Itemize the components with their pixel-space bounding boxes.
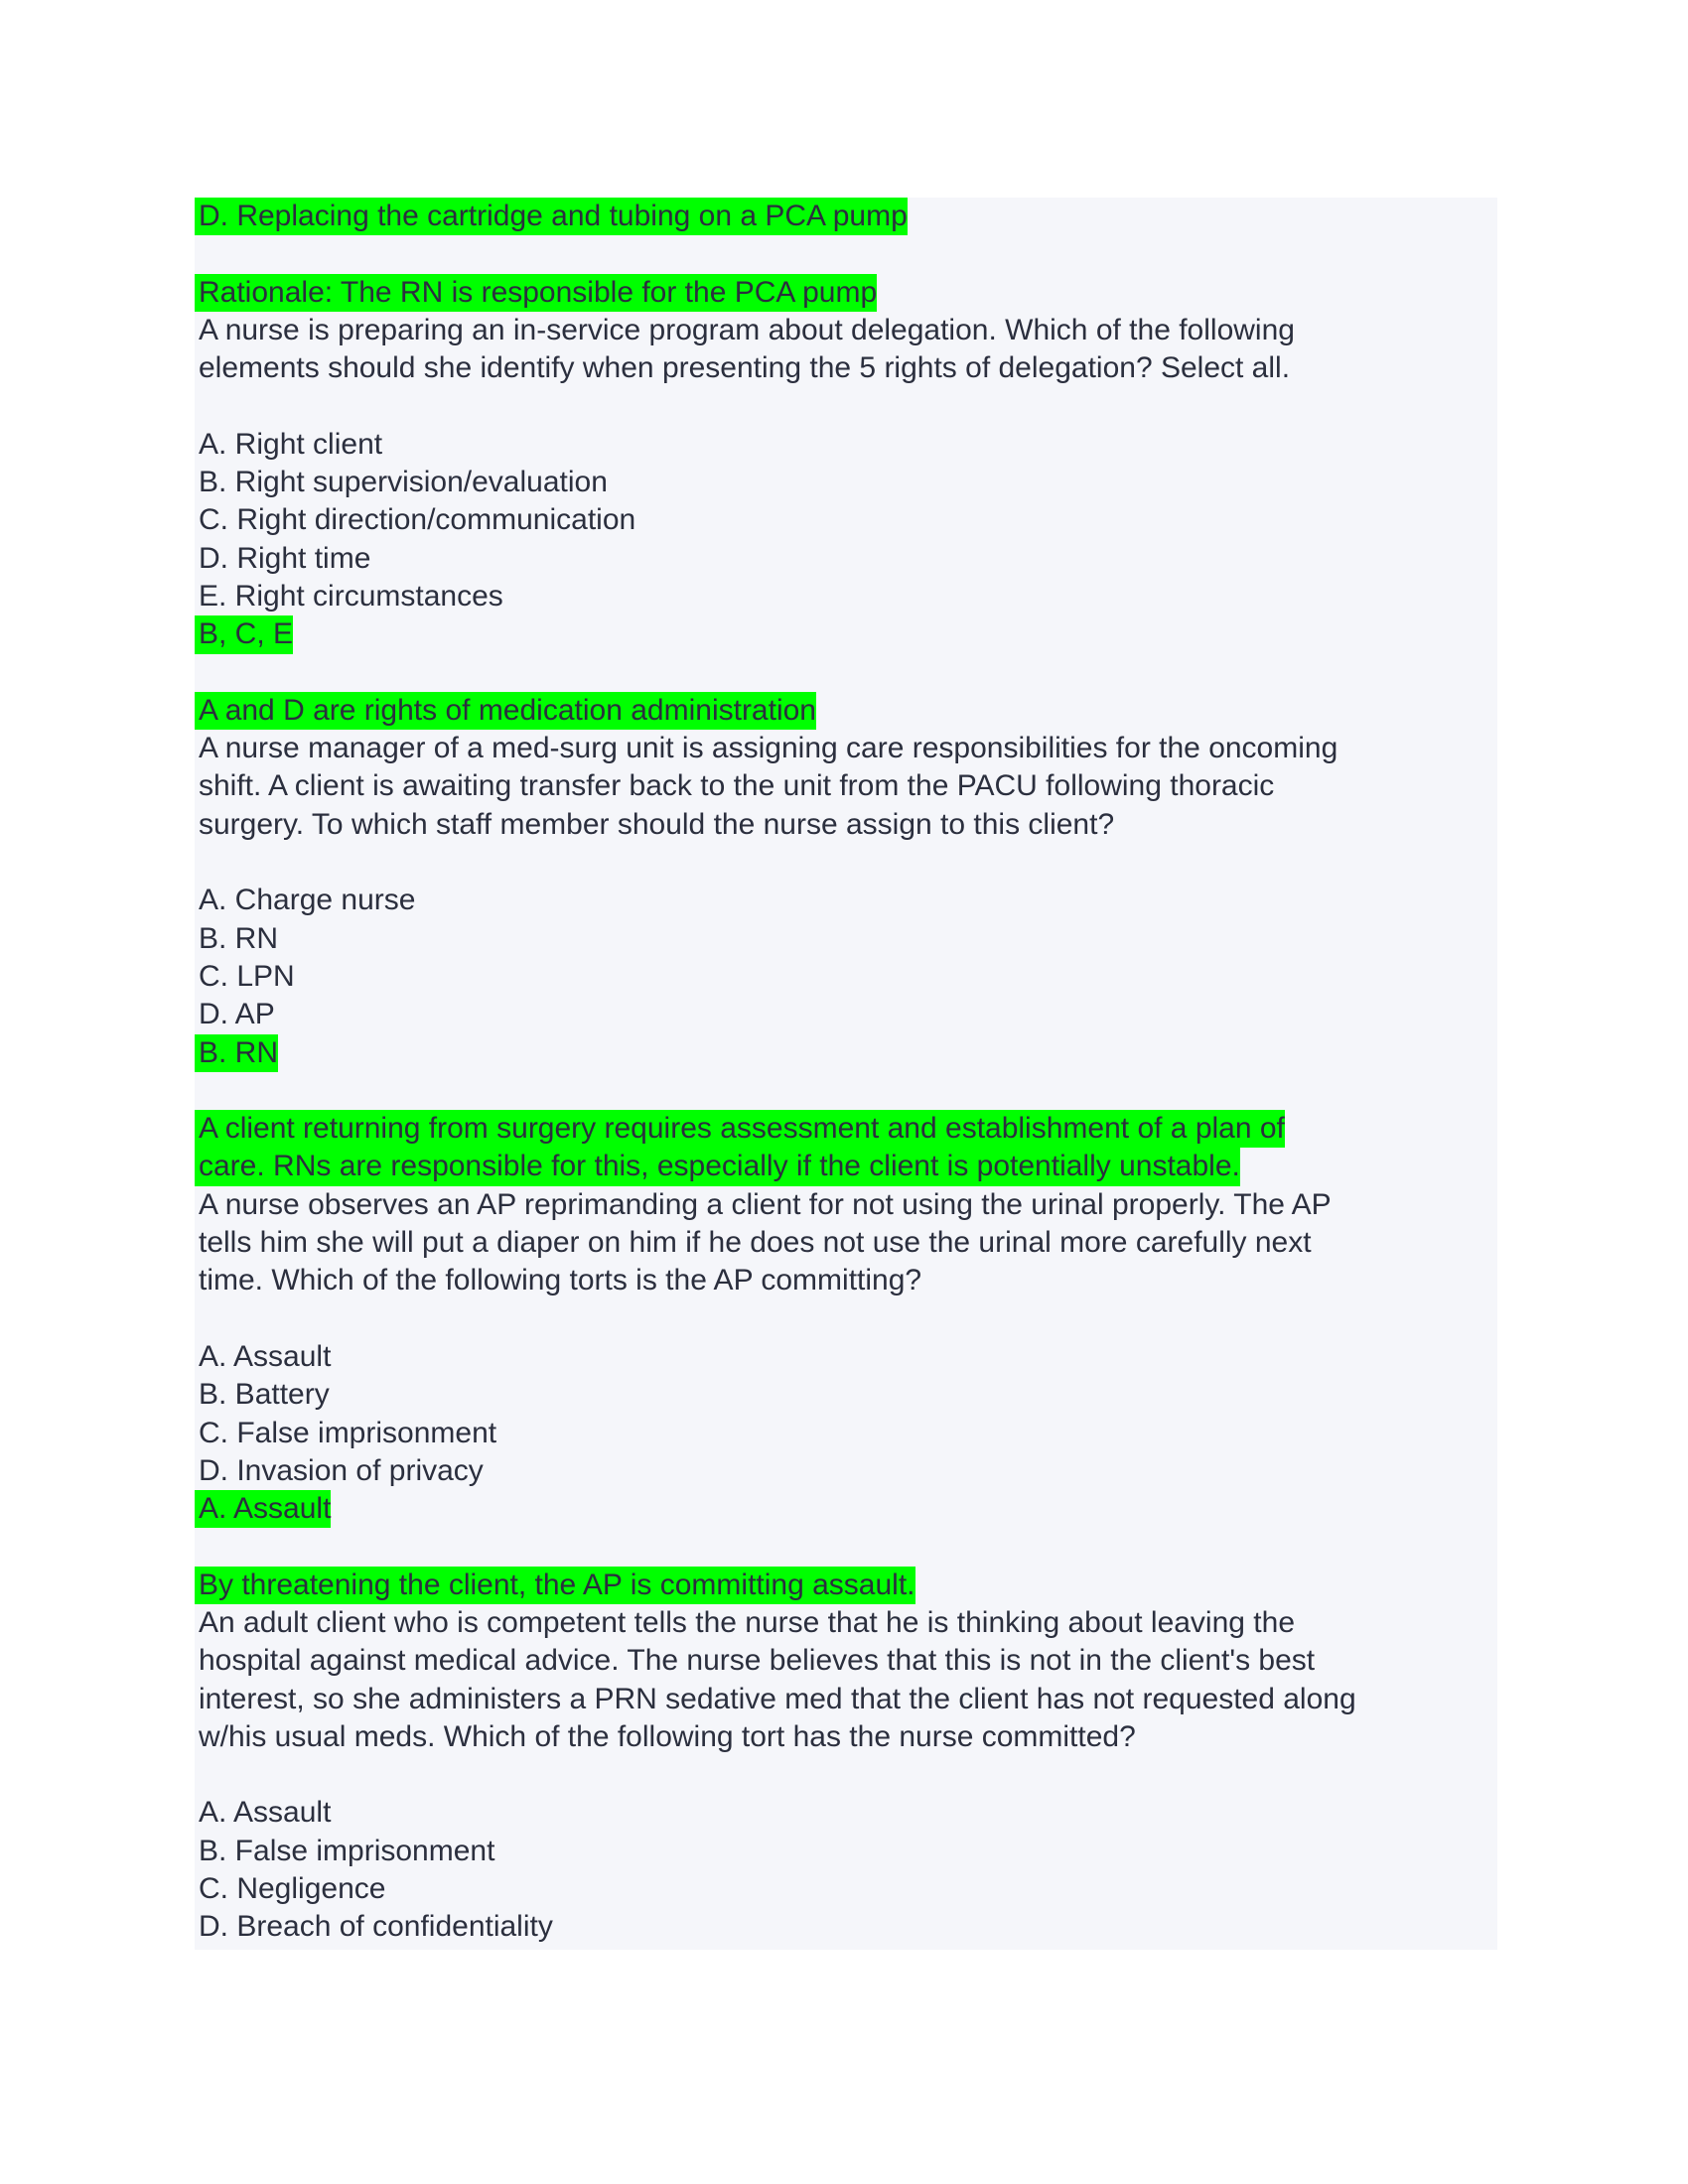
blank-line bbox=[199, 654, 1497, 692]
question-stem-line: w/his usual meds. Which of the following tort has the nurse committed? bbox=[199, 1719, 1136, 1753]
blank-line bbox=[199, 1528, 1497, 1566]
correct-answer-highlight: A. Assault bbox=[195, 1490, 331, 1528]
answer-option: C. LPN bbox=[199, 959, 295, 993]
rationale-highlight: A and D are rights of medication administration bbox=[195, 692, 816, 730]
blank-line bbox=[199, 844, 1497, 882]
previous-rationale-highlight: Rationale: The RN is responsible for the PCA pump bbox=[195, 274, 877, 312]
answer-option: B. RN bbox=[199, 921, 279, 955]
rationale-highlight: care. RNs are responsible for this, especially if the client is potentially unstable. bbox=[195, 1148, 1240, 1185]
correct-answer-highlight: B. RN bbox=[195, 1034, 278, 1072]
question-4 bbox=[199, 1604, 1497, 1947]
document-page bbox=[195, 198, 1497, 1950]
question-stem-line: A nurse observes an AP reprimanding a client for not using the urinal properly. The AP bbox=[199, 1187, 1332, 1221]
previous-rationale-line bbox=[199, 274, 1497, 312]
rationale-line bbox=[199, 692, 1497, 730]
question-1 bbox=[199, 312, 1497, 730]
question-stem-line: tells him she will put a diaper on him if he does not use the urinal more carefully next bbox=[199, 1226, 1312, 1260]
answer-option: D. Invasion of privacy bbox=[199, 1453, 484, 1487]
answer-option: A. Right client bbox=[199, 427, 383, 461]
question-stem-line: elements should she identify when presenting the 5 rights of delegation? Select all. bbox=[199, 351, 1291, 385]
correct-answer-line bbox=[199, 1490, 1497, 1528]
answer-option: A. Assault bbox=[199, 1796, 332, 1830]
question-stem-line: interest, so she administers a PRN sedative med that the client has not requested along bbox=[199, 1682, 1356, 1715]
previous-answer-highlight: D. Replacing the cartridge and tubing on a PCA pump bbox=[195, 198, 908, 235]
answer-option: C. Negligence bbox=[199, 1872, 386, 1906]
blank-line bbox=[199, 387, 1497, 425]
question-stem-line: An adult client who is competent tells the nurse that he is thinking about leaving the bbox=[199, 1605, 1296, 1639]
correct-answer-line bbox=[199, 1034, 1497, 1072]
answer-option: D. AP bbox=[199, 998, 275, 1031]
correct-answer-highlight: B, C, E bbox=[195, 615, 293, 653]
answer-option: A. Assault bbox=[199, 1339, 332, 1373]
question-2 bbox=[199, 730, 1497, 1186]
rationale-line bbox=[199, 1148, 1497, 1185]
answer-option: A. Charge nurse bbox=[199, 884, 416, 917]
answer-option: B. Right supervision/evaluation bbox=[199, 466, 608, 499]
blank-line bbox=[199, 235, 1497, 273]
question-stem-line: surgery. To which staff member should the nurse assign to this client? bbox=[199, 807, 1115, 841]
rationale-line bbox=[199, 1110, 1497, 1148]
answer-option: B. False imprisonment bbox=[199, 1834, 495, 1867]
previous-answer-line bbox=[199, 198, 1497, 235]
blank-line bbox=[199, 1072, 1497, 1110]
blank-line bbox=[199, 1756, 1497, 1794]
answer-option: D. Breach of confidentiality bbox=[199, 1910, 553, 1944]
answer-option: D. Right time bbox=[199, 541, 371, 575]
question-stem-line: A nurse is preparing an in-service program about delegation. Which of the following bbox=[199, 313, 1295, 346]
blank-line bbox=[199, 1300, 1497, 1338]
question-stem-line: time. Which of the following torts is the AP committing? bbox=[199, 1264, 922, 1297]
correct-answer-line bbox=[199, 615, 1497, 653]
rationale-highlight: A client returning from surgery requires assessment and establishment of a plan of bbox=[195, 1110, 1285, 1148]
rationale-highlight: By threatening the client, the AP is committing assault. bbox=[195, 1567, 915, 1604]
answer-option: E. Right circumstances bbox=[199, 579, 503, 613]
question-stem-line: A nurse manager of a med-surg unit is assigning care responsibilities for the oncoming bbox=[199, 732, 1338, 765]
rationale-line bbox=[199, 1567, 1497, 1604]
answer-option: B. Battery bbox=[199, 1378, 330, 1412]
document-content bbox=[199, 198, 1497, 1947]
question-3 bbox=[199, 1186, 1497, 1604]
answer-option: C. Right direction/communication bbox=[199, 503, 636, 537]
answer-option: C. False imprisonment bbox=[199, 1416, 497, 1449]
question-stem-line: shift. A client is awaiting transfer back to the unit from the PACU following thoracic bbox=[199, 769, 1275, 803]
question-stem-line: hospital against medical advice. The nurse believes that this is not in the client's best bbox=[199, 1644, 1316, 1678]
